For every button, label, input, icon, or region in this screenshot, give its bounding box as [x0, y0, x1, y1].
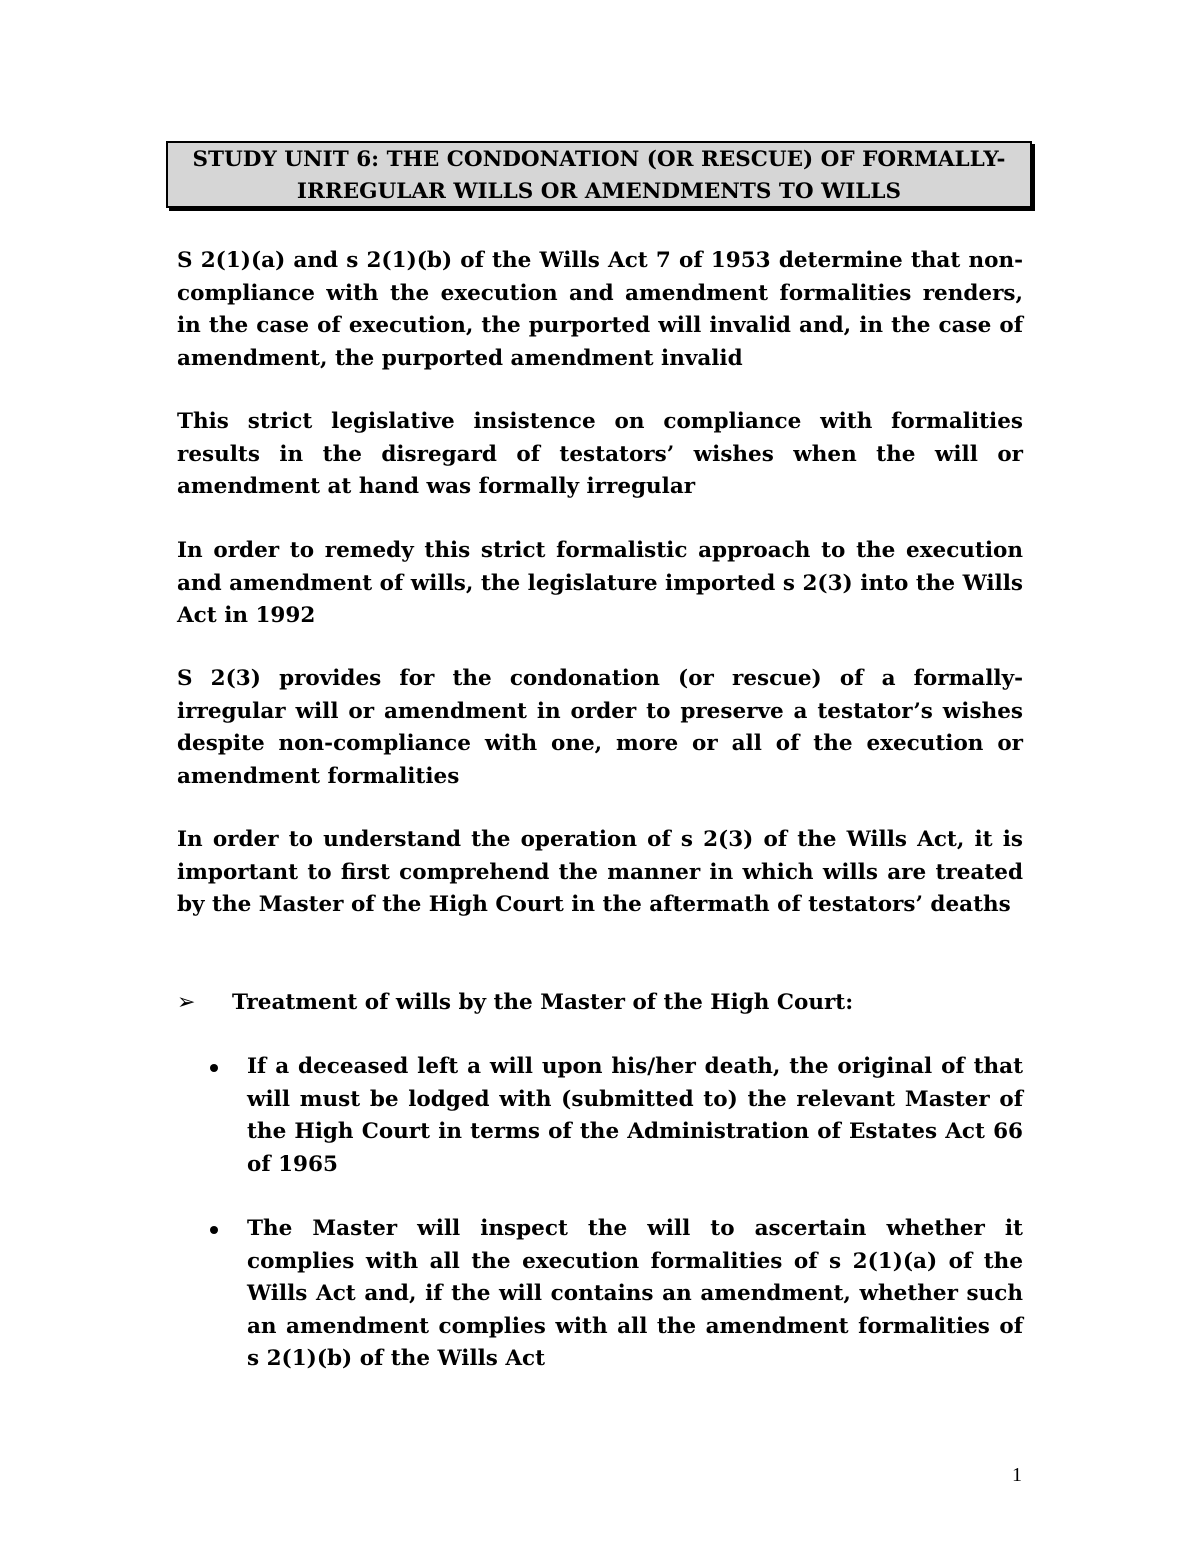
list-item-text: If a deceased left a will upon his/her death, the original of that will must be lodged with (submitted to) the relevant Master of the High Court in terms of the Administration of Estates Act 66 of 1965: [247, 1054, 1023, 1177]
arrow-bullet-icon: ➢: [177, 990, 196, 1015]
list-item-text: The Master will inspect the will to ascertain whether it complies with all the execution formalities of s 2(1)(a) of the Wills Act and, if the will contains an amendment, whether such an amendment complies with all the amendment formalities of s 2(1)(b) of the Wills Act: [247, 1216, 1023, 1371]
title-line-2: IRREGULAR WILLS OR AMENDMENTS TO WILLS: [296, 179, 902, 204]
study-unit-title-box: [166, 141, 1032, 208]
paragraph-operation: In order to understand the operation of s 2(3) of the Wills Act, it is important to first comprehend the manner in which wills are treated by the Master of the High Court in the aftermath of testators’ deaths: [177, 827, 1023, 917]
paragraph-remedy: In order to remedy this strict formalistic approach to the execution and amendment of wills, the legislature imported s 2(3) into the Wills Act in 1992: [177, 538, 1023, 628]
paragraph-strict-insistence: This strict legislative insistence on compliance with formalities results in the disregard of testators’ wishes when the will or amendment at hand was formally irregular: [177, 409, 1023, 499]
section-heading: Treatment of wills by the Master of the High Court:: [232, 990, 854, 1015]
title-line-1: STUDY UNIT 6: THE CONDONATION (OR RESCUE) OF FORMALLY-: [192, 147, 1006, 172]
bullet-dot-icon: [210, 1064, 218, 1072]
paragraph-condonation: S 2(3) provides for the condonation (or rescue) of a formally-irregular will or amendment in order to preserve a testator’s wishes despite non-compliance with one, more or all of the execution or amendment formalities: [177, 666, 1023, 789]
bullet-dot-icon: [210, 1226, 218, 1234]
page-number: 1: [1012, 1464, 1022, 1486]
section-heading-row: [177, 986, 1023, 1020]
paragraph-formalities-invalid: S 2(1)(a) and s 2(1)(b) of the Wills Act 7 of 1953 determine that non-compliance with the execution and amendment formalities renders, in the case of execution, the purported will invalid and, in the case of amendment, the purported amendment invalid: [177, 248, 1023, 371]
